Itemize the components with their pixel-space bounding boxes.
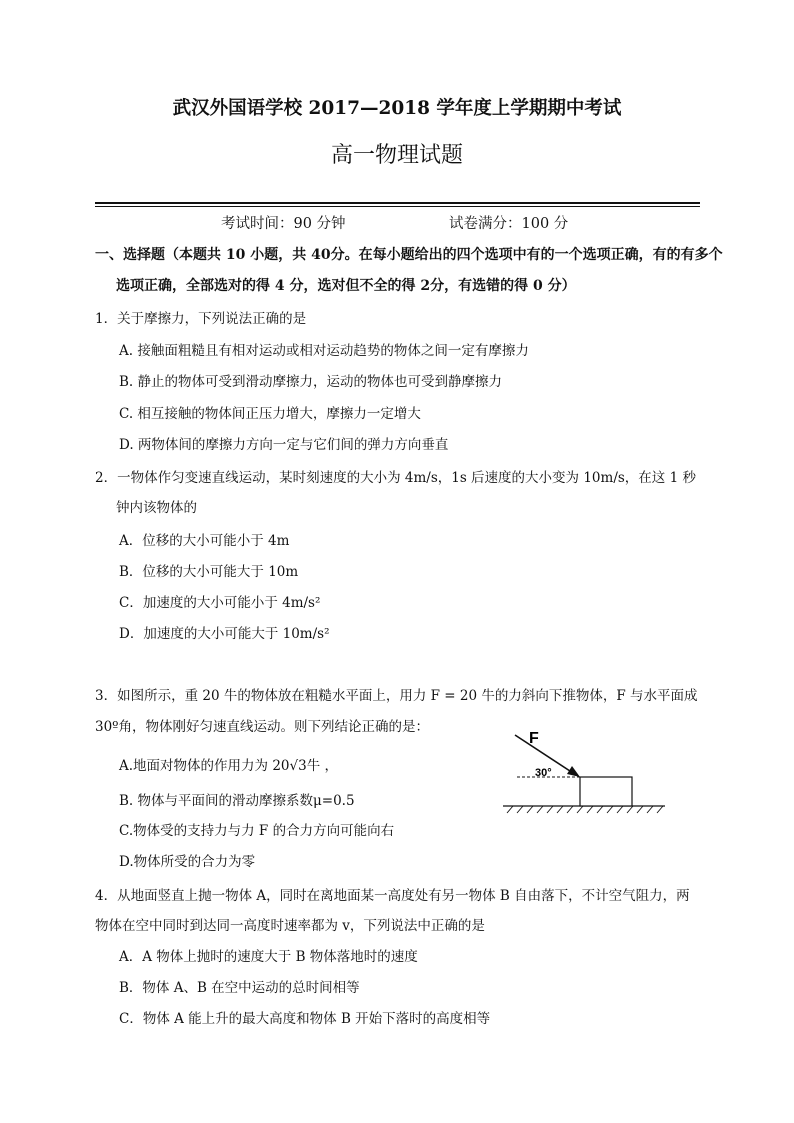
force-label: F [529,730,539,747]
title-divider-thick [95,202,700,204]
question-3-option-a: A.地面对物体的作用力为 20√3牛 ， [119,758,338,774]
question-3-option-c: C.物体受的支持力与力 F 的合力方向可能向右 [119,823,395,839]
section-heading-line1: 一、选择题（本题共 10 小题，共 40分。在每小题给出的四个选项中有的一个选项正确，有的有多个 [95,247,723,263]
exam-time: 考试时间：90 分钟 [221,216,346,232]
subject-title: 高一物理试题 [330,143,463,168]
question-3-stem-line2: 30º角，物体刚好匀速直线运动。则下列结论正确的是： [95,719,430,735]
question-2-option-c: C．加速度的大小可能小于 4m/s² [119,595,321,611]
section-heading-line2: 选项正确，全部选对的得 4 分，选对但不全的得 2分，有选错的得 0 分） [116,278,576,294]
question-2-option-a: A．位移的大小可能小于 4m [119,533,290,549]
question-1-stem: 1．关于摩擦力，下列说法正确的是 [95,311,307,327]
ground-hatching [507,806,663,813]
question-2-stem-line2: 钟内该物体的 [116,500,197,516]
question-2-stem-line1: 2．一物体作匀变速直线运动，某时刻速度的大小为 4m/s，1s 后速度的大小变为 10m/s，在这 1 秒 [95,470,696,486]
question-1-option-b: B. 静止的物体可受到滑动摩擦力，运动的物体也可受到静摩擦力 [119,374,503,390]
block-object [580,777,632,806]
title-divider-thin [95,206,700,207]
force-arrowhead [567,766,580,777]
question-4-option-c: C．物体 A 能上升的最大高度和物体 B 开始下落时的高度相等 [119,1011,491,1027]
school-exam-title: 武汉外国语学校 2017—2018 学年度上学期期中考试 [172,98,622,119]
question-2-option-d: D．加速度的大小可能大于 10m/s² [119,626,330,642]
question-3-option-d: D.物体所受的合力为零 [119,854,256,870]
question-2-option-b: B．位移的大小可能大于 10m [119,564,299,580]
question-4-option-b: B．物体 A、B 在空中运动的总时间相等 [119,980,360,996]
exam-full-score: 试卷满分：100 分 [449,216,569,232]
question-4-stem-line1: 4．从地面竖直上抛一物体 A，同时在离地面某一高度处有另一物体 B 自由落下，不计空气阻力，两 [95,888,690,904]
force-diagram [495,725,675,820]
question-4-stem-line2: 物体在空中同时到达同一高度时速率都为 v，下列说法中正确的是 [95,918,485,934]
question-3-option-b: B. 物体与平面间的滑动摩擦系数μ=0.5 [119,793,355,809]
question-1-option-d: D. 两物体间的摩擦力方向一定与它们间的弹力方向垂直 [119,437,449,453]
question-1-option-a: A. 接触面粗糙且有相对运动或相对运动趋势的物体之间一定有摩擦力 [119,343,529,359]
angle-label: 30° [535,767,552,779]
question-4-option-a: A．A 物体上抛时的速度大于 B 物体落地时的速度 [119,949,418,965]
question-3-stem-line1: 3．如图所示，重 20 牛的物体放在粗糙水平面上，用力 F = 20 牛的力斜向下推物体，F 与水平面成 [95,688,698,704]
question-1-option-c: C. 相互接触的物体间正压力增大，摩擦力一定增大 [119,406,421,422]
